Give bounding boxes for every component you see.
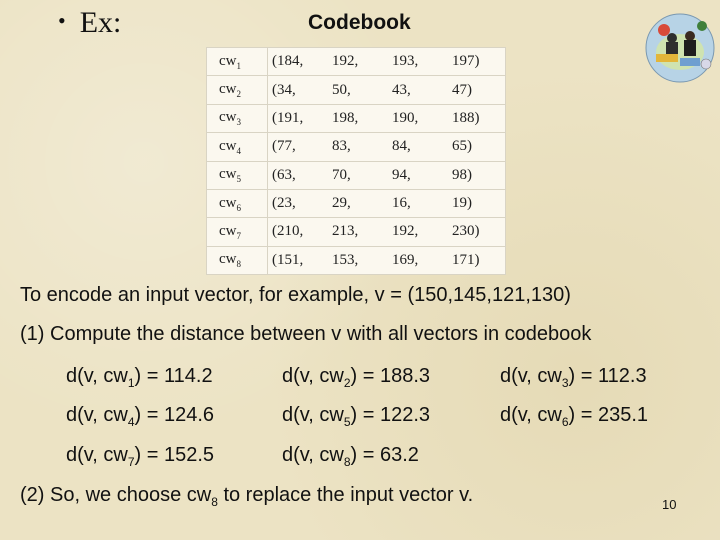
codeword-vector xyxy=(268,246,506,274)
vector-component: 84, xyxy=(392,138,411,155)
codebook-row xyxy=(207,218,506,246)
vector-component: 98) xyxy=(452,166,472,183)
vector-component: 171) xyxy=(452,251,480,268)
codeword-label: $cw_5$ xyxy=(207,161,268,189)
codebook-row xyxy=(207,104,506,132)
codeword-label: $cw_8$ xyxy=(207,246,268,274)
step-2-text: (2) So, we choose $cw_8$ to replace the input vector v. xyxy=(20,484,474,509)
vector-component: 65) xyxy=(452,138,472,155)
page-number: 10 xyxy=(662,497,677,512)
codebook-row xyxy=(207,76,506,104)
codeword-vector xyxy=(268,76,506,104)
codebook-row xyxy=(207,133,506,161)
vector-component: (184, xyxy=(272,53,304,70)
vector-component: (34, xyxy=(272,81,296,98)
vector-component: 230) xyxy=(452,223,480,240)
vector-component: 197) xyxy=(452,53,480,70)
vector-component: (63, xyxy=(272,166,296,183)
bullet-item xyxy=(58,6,121,40)
codebook-row xyxy=(207,48,506,76)
codeword-label: $cw_4$ xyxy=(207,133,268,161)
step-1-text: (1) Compute the distance between v with all vectors in codebook xyxy=(20,323,592,345)
distance-cw4: d(v, $cw_4) = 124.6$ xyxy=(66,404,215,429)
vector-component: (191, xyxy=(272,109,304,126)
codebook-table xyxy=(206,47,506,275)
vector-component: 193, xyxy=(392,53,419,70)
distance-cw1: d(v, $cw_1) = 114.2$ xyxy=(66,365,213,390)
vector-component: 16, xyxy=(392,195,411,212)
codebook-title: Codebook xyxy=(308,11,411,34)
distance-cw6: d(v, $cw_6) = 235.1$ xyxy=(500,404,649,429)
vector-component: 169, xyxy=(392,251,419,268)
codebook-row xyxy=(207,246,506,274)
codeword-vector xyxy=(268,161,506,189)
vector-component: 29, xyxy=(332,195,351,212)
people-at-computer-logo-icon xyxy=(644,12,716,84)
vector-component: 47) xyxy=(452,81,472,98)
vector-component: 43, xyxy=(392,81,411,98)
distance-cw7: d(v, $cw_7) = 152.5$ xyxy=(66,444,215,469)
codeword-vector xyxy=(268,189,506,217)
vector-component: 19) xyxy=(452,195,472,212)
codeword-label: $cw_2$ xyxy=(207,76,268,104)
distance-cw3: d(v, $cw_3) = 112.3$ xyxy=(500,365,647,390)
vector-component: (77, xyxy=(272,138,296,155)
distance-cw8: d(v, $cw_8) = 63.2$ xyxy=(282,444,419,469)
vector-component: (151, xyxy=(272,251,304,268)
codeword-label: $cw_1$ xyxy=(207,48,268,76)
vector-component: 190, xyxy=(392,109,419,126)
vector-component: 83, xyxy=(332,138,351,155)
vector-component: 213, xyxy=(332,223,359,240)
encode-instruction: To encode an input vector, for example, v = (150,145,121,130) xyxy=(20,284,571,306)
distance-cw5: d(v, $cw_5) = 122.3$ xyxy=(282,404,431,429)
codebook-row xyxy=(207,189,506,217)
vector-component: 192, xyxy=(392,223,419,240)
codeword-label: $cw_6$ xyxy=(207,189,268,217)
vector-component: 50, xyxy=(332,81,351,98)
codeword-label: $cw_7$ xyxy=(207,218,268,246)
bullet-text: Ex: xyxy=(79,6,122,39)
codeword-vector xyxy=(268,48,506,76)
vector-component: 198, xyxy=(332,109,359,126)
distance-cw2: d(v, $cw_2) = 188.3$ xyxy=(282,365,431,390)
bullet-icon: • xyxy=(58,8,66,33)
codeword-vector xyxy=(268,133,506,161)
codeword-vector xyxy=(268,218,506,246)
vector-component: 94, xyxy=(392,166,411,183)
codeword-vector xyxy=(268,104,506,132)
vector-component: 70, xyxy=(332,166,351,183)
vector-component: 192, xyxy=(332,53,359,70)
vector-component: 153, xyxy=(332,251,359,268)
vector-component: (23, xyxy=(272,195,296,212)
codebook-row xyxy=(207,161,506,189)
vector-component: (210, xyxy=(272,223,304,240)
vector-component: 188) xyxy=(452,109,480,126)
codeword-label: $cw_3$ xyxy=(207,104,268,132)
